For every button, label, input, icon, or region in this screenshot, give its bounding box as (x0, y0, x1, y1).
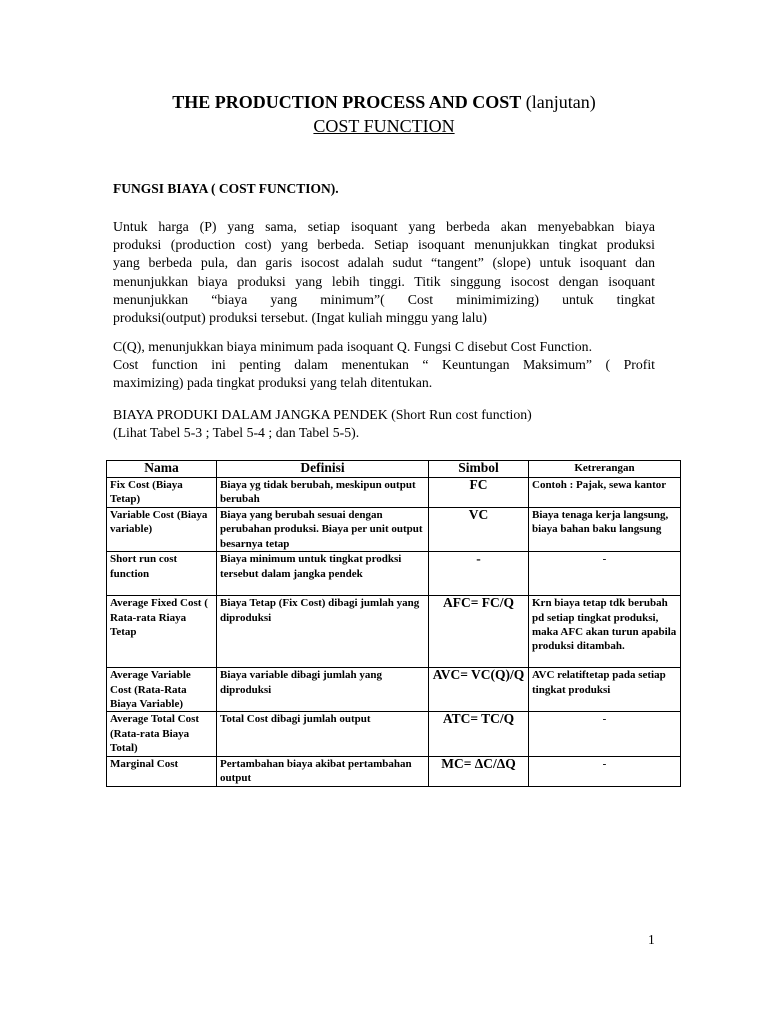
cost-table (106, 460, 681, 787)
cell-simbol: FC (429, 478, 529, 508)
paragraph-cost-function (113, 338, 655, 393)
table-header-row (107, 461, 681, 478)
table-row (107, 712, 681, 756)
paragraph-isoquant (113, 218, 655, 327)
paragraph-short-run (113, 406, 655, 442)
page-subtitle: COST FUNCTION (313, 116, 455, 136)
table-row (107, 478, 681, 508)
table-row (107, 668, 681, 712)
cell-nama: Short run cost function (107, 552, 217, 596)
cell-simbol: MC= ΔC/ΔQ (429, 756, 529, 786)
cell-keterangan: Biaya tenaga kerja langsung, biaya bahan baku langsung (529, 508, 681, 552)
title-bold: THE PRODUCTION PROCESS AND COST (172, 92, 522, 112)
cell-definisi: Total Cost dibagi jumlah output (217, 712, 429, 756)
paragraph-line: Cost function ini penting dalam menentukan “ Keuntungan Maksimum” ( Profit (113, 357, 655, 373)
section-heading: FUNGSI BIAYA ( COST FUNCTION). (113, 181, 339, 196)
cell-definisi: Biaya minimum untuk tingkat prodksi tersebut dalam jangka pendek (217, 552, 429, 596)
cell-nama: Average Fixed Cost ( Rata-rata Riaya Tetap (107, 596, 217, 668)
paragraph-line: C(Q), menunjukkan biaya minimum pada isoquant Q. Fungsi C disebut Cost Function. (113, 339, 593, 354)
table-row (107, 508, 681, 552)
title-suffix: (lanjutan) (525, 92, 596, 112)
paragraph-line: (Lihat Tabel 5-3 ; Tabel 5-4 ; dan Tabel 5-5). (113, 425, 360, 441)
cell-definisi: Biaya yg tidak berubah, meskipun output berubah (217, 478, 429, 508)
cell-keterangan: Contoh : Pajak, sewa kantor (529, 478, 681, 508)
page-number: 1 (648, 932, 655, 947)
paragraph-line: produksi (production cost) yang berbeda. Setiap isoquant menunjukkan tingkat produksi (113, 237, 655, 253)
paragraph-line: produksi(output) produksi tersebut. (Ingat kuliah minggu yang lalu) (113, 310, 487, 326)
header-simbol: Simbol (429, 461, 529, 478)
cell-simbol: ATC= TC/Q (429, 712, 529, 756)
cell-keterangan: - (529, 756, 681, 786)
cell-definisi: Biaya variable dibagi jumlah yang diproduksi (217, 668, 429, 712)
cell-simbol: - (429, 552, 529, 596)
header-nama: Nama (107, 461, 217, 478)
paragraph-line: menunjukkan “biaya yang minimum”( Cost minimimizing) untuk tingkat (113, 291, 655, 307)
paragraph-line: yang berbeda pula, dan garis isocost adalah sudut “tangent” (slope) untuk isoquant dan (113, 255, 655, 271)
cell-nama: Average Variable Cost (Rata-Rata Biaya Variable) (107, 668, 217, 712)
paragraph-line: Untuk harga (P) yang sama, setiap isoquant yang berbeda akan menyebabkan biaya (113, 219, 655, 234)
header-definisi: Definisi (217, 461, 429, 478)
cell-keterangan: AVC relatiftetap pada setiap tingkat produksi (529, 668, 681, 712)
paragraph-line: menunjukkan biaya produksi yang lebih tinggi. Titik singgung isocost dengan isoquant (113, 273, 655, 289)
cell-simbol: VC (429, 508, 529, 552)
cell-simbol: AVC= VC(Q)/Q (429, 668, 529, 712)
cell-keterangan: - (529, 712, 681, 756)
cell-nama: Average Total Cost (Rata-rata Biaya Total) (107, 712, 217, 756)
paragraph-line: BIAYA PRODUKI DALAM JANGKA PENDEK (Short Run cost function) (113, 407, 532, 422)
header-keterangan: Ketrerangan (529, 461, 681, 478)
cell-definisi: Pertambahan biaya akibat pertambahan output (217, 756, 429, 786)
cell-nama: Marginal Cost (107, 756, 217, 786)
table-row (107, 596, 681, 668)
cell-nama: Fix Cost (Biaya Tetap) (107, 478, 217, 508)
cell-keterangan: - (529, 552, 681, 596)
cell-definisi: Biaya yang berubah sesuai dengan perubahan produksi. Biaya per unit output besarnya tetap (217, 508, 429, 552)
table-row (107, 552, 681, 596)
page-title (0, 91, 768, 113)
cell-definisi: Biaya Tetap (Fix Cost) dibagi jumlah yang diproduksi (217, 596, 429, 668)
paragraph-line: maximizing) pada tingkat produksi yang telah ditentukan. (113, 375, 433, 391)
cell-nama: Variable Cost (Biaya variable) (107, 508, 217, 552)
cell-simbol: AFC= FC/Q (429, 596, 529, 668)
table-row (107, 756, 681, 786)
cell-keterangan: Krn biaya tetap tdk berubah pd setiap tingkat produksi, maka AFC akan turun apabila produksi ditambah. (529, 596, 681, 668)
